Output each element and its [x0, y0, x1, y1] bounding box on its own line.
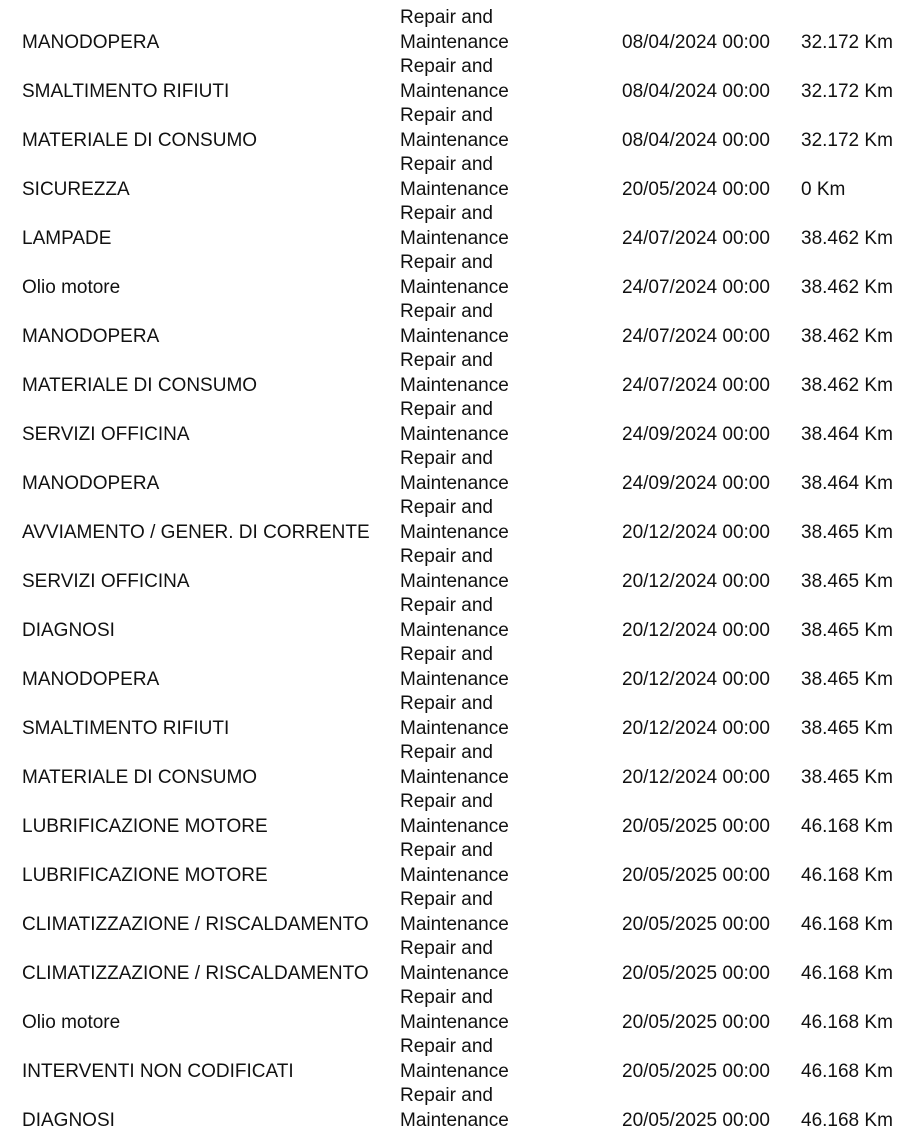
date: 20/05/2025 00:00	[622, 1109, 770, 1131]
date: 24/09/2024 00:00	[622, 472, 770, 494]
category-line2: Maintenance	[400, 276, 509, 298]
category	[400, 545, 509, 594]
date: 24/09/2024 00:00	[622, 423, 770, 445]
category-line1: Repair and	[400, 203, 493, 224]
category-line1: Repair and	[400, 154, 493, 175]
category	[400, 986, 509, 1035]
category-line1: Repair and	[400, 987, 493, 1008]
odometer: 38.462 Km	[801, 374, 893, 396]
item-name: AVVIAMENTO / GENER. DI CORRENTE	[22, 521, 370, 543]
table-row	[0, 643, 916, 692]
category-line1: Repair and	[400, 742, 493, 763]
category	[400, 594, 509, 643]
category-line2: Maintenance	[400, 1011, 509, 1033]
category	[400, 398, 509, 447]
category-line2: Maintenance	[400, 227, 509, 249]
category-line1: Repair and	[400, 840, 493, 861]
category-line2: Maintenance	[400, 129, 509, 151]
odometer: 38.465 Km	[801, 766, 893, 788]
item-name: Olio motore	[22, 276, 121, 298]
table-row	[0, 1035, 916, 1084]
category	[400, 643, 509, 692]
category-line2: Maintenance	[400, 864, 509, 886]
category-line1: Repair and	[400, 791, 493, 812]
category-line2: Maintenance	[400, 619, 509, 641]
table-row	[0, 741, 916, 790]
date: 20/05/2025 00:00	[622, 913, 770, 935]
item-name: MATERIALE DI CONSUMO	[22, 374, 258, 396]
table-row	[0, 398, 916, 447]
category-line1: Repair and	[400, 595, 493, 616]
category-line1: Repair and	[400, 301, 493, 322]
category-line2: Maintenance	[400, 374, 509, 396]
category-line1: Repair and	[400, 252, 493, 273]
category-line2: Maintenance	[400, 815, 509, 837]
category-line1: Repair and	[400, 448, 493, 469]
odometer: 38.465 Km	[801, 521, 893, 543]
category	[400, 888, 509, 937]
date: 20/12/2024 00:00	[622, 521, 770, 543]
odometer: 0 Km	[801, 178, 846, 200]
category-line2: Maintenance	[400, 668, 509, 690]
category	[400, 202, 509, 251]
category-line1: Repair and	[400, 938, 493, 959]
category-line2: Maintenance	[400, 80, 509, 102]
date: 20/12/2024 00:00	[622, 766, 770, 788]
category-line1: Repair and	[400, 350, 493, 371]
item-name: MATERIALE DI CONSUMO	[22, 766, 258, 788]
table-row	[0, 349, 916, 398]
item-name: MANODOPERA	[22, 31, 160, 53]
category-line2: Maintenance	[400, 31, 509, 53]
date: 20/05/2025 00:00	[622, 962, 770, 984]
item-name: SERVIZI OFFICINA	[22, 423, 190, 445]
odometer: 32.172 Km	[801, 31, 893, 53]
category-line2: Maintenance	[400, 325, 509, 347]
category-line1: Repair and	[400, 497, 493, 518]
odometer: 38.465 Km	[801, 619, 893, 641]
date: 20/12/2024 00:00	[622, 570, 770, 592]
category-line1: Repair and	[400, 693, 493, 714]
odometer: 46.168 Km	[801, 913, 893, 935]
category	[400, 153, 509, 202]
item-name: Olio motore	[22, 1011, 121, 1033]
date: 20/12/2024 00:00	[622, 619, 770, 641]
table-row	[0, 251, 916, 300]
category-line1: Repair and	[400, 1085, 493, 1106]
category-line1: Repair and	[400, 546, 493, 567]
date: 20/05/2025 00:00	[622, 1060, 770, 1082]
category-line2: Maintenance	[400, 913, 509, 935]
category	[400, 1035, 509, 1084]
item-name: LAMPADE	[22, 227, 112, 249]
table-row	[0, 937, 916, 986]
category	[400, 1084, 509, 1133]
item-name: MANODOPERA	[22, 668, 160, 690]
category-line1: Repair and	[400, 644, 493, 665]
category-line2: Maintenance	[400, 472, 509, 494]
category	[400, 741, 509, 790]
odometer: 32.172 Km	[801, 129, 893, 151]
item-name: SERVIZI OFFICINA	[22, 570, 190, 592]
category-line2: Maintenance	[400, 1109, 509, 1131]
table-row	[0, 692, 916, 741]
category-line1: Repair and	[400, 889, 493, 910]
odometer: 38.465 Km	[801, 668, 893, 690]
table-row	[0, 202, 916, 251]
category	[400, 349, 509, 398]
table-row	[0, 6, 916, 55]
table-row	[0, 986, 916, 1035]
table-row	[0, 153, 916, 202]
date: 24/07/2024 00:00	[622, 374, 770, 396]
odometer: 38.462 Km	[801, 325, 893, 347]
category	[400, 839, 509, 888]
item-name: LUBRIFICAZIONE MOTORE	[22, 815, 268, 837]
category-line1: Repair and	[400, 1036, 493, 1057]
odometer: 38.464 Km	[801, 423, 893, 445]
odometer: 32.172 Km	[801, 80, 893, 102]
date: 20/12/2024 00:00	[622, 668, 770, 690]
item-name: CLIMATIZZAZIONE / RISCALDAMENTO	[22, 913, 369, 935]
table-row	[0, 55, 916, 104]
table-row	[0, 1084, 916, 1133]
table-row	[0, 839, 916, 888]
date: 20/05/2024 00:00	[622, 178, 770, 200]
category-line2: Maintenance	[400, 521, 509, 543]
category-line1: Repair and	[400, 399, 493, 420]
item-name: CLIMATIZZAZIONE / RISCALDAMENTO	[22, 962, 369, 984]
odometer: 38.462 Km	[801, 276, 893, 298]
date: 24/07/2024 00:00	[622, 227, 770, 249]
item-name: LUBRIFICAZIONE MOTORE	[22, 864, 268, 886]
category	[400, 6, 509, 55]
odometer: 46.168 Km	[801, 1060, 893, 1082]
date: 24/07/2024 00:00	[622, 325, 770, 347]
item-name: DIAGNOSI	[22, 1109, 115, 1131]
table-row	[0, 545, 916, 594]
item-name: MANODOPERA	[22, 472, 160, 494]
odometer: 46.168 Km	[801, 1011, 893, 1033]
category-line2: Maintenance	[400, 1060, 509, 1082]
category	[400, 104, 509, 153]
table-row	[0, 447, 916, 496]
category-line2: Maintenance	[400, 423, 509, 445]
odometer: 46.168 Km	[801, 864, 893, 886]
item-name: INTERVENTI NON CODIFICATI	[22, 1060, 294, 1082]
date: 20/05/2025 00:00	[622, 864, 770, 886]
category-line2: Maintenance	[400, 766, 509, 788]
table-row	[0, 300, 916, 349]
category-line2: Maintenance	[400, 570, 509, 592]
category-line2: Maintenance	[400, 717, 509, 739]
table-row	[0, 790, 916, 839]
odometer: 38.465 Km	[801, 717, 893, 739]
table-row	[0, 594, 916, 643]
odometer: 46.168 Km	[801, 815, 893, 837]
odometer: 46.168 Km	[801, 962, 893, 984]
category	[400, 251, 509, 300]
date: 20/05/2025 00:00	[622, 1011, 770, 1033]
category	[400, 790, 509, 839]
date: 08/04/2024 00:00	[622, 129, 770, 151]
odometer: 46.168 Km	[801, 1109, 893, 1131]
table-row	[0, 888, 916, 937]
category	[400, 496, 509, 545]
odometer: 38.464 Km	[801, 472, 893, 494]
item-name: DIAGNOSI	[22, 619, 115, 641]
category-line1: Repair and	[400, 56, 493, 77]
category	[400, 692, 509, 741]
date: 08/04/2024 00:00	[622, 80, 770, 102]
item-name: SMALTIMENTO RIFIUTI	[22, 717, 230, 739]
table-row	[0, 104, 916, 153]
category	[400, 937, 509, 986]
item-name: MATERIALE DI CONSUMO	[22, 129, 258, 151]
item-name: SICUREZZA	[22, 178, 130, 200]
category	[400, 300, 509, 349]
category-line2: Maintenance	[400, 962, 509, 984]
table-row	[0, 496, 916, 545]
category	[400, 447, 509, 496]
category-line1: Repair and	[400, 105, 493, 126]
odometer: 38.462 Km	[801, 227, 893, 249]
date: 20/05/2025 00:00	[622, 815, 770, 837]
category	[400, 55, 509, 104]
odometer: 38.465 Km	[801, 570, 893, 592]
date: 20/12/2024 00:00	[622, 717, 770, 739]
category-line2: Maintenance	[400, 178, 509, 200]
item-name: SMALTIMENTO RIFIUTI	[22, 80, 230, 102]
date: 08/04/2024 00:00	[622, 31, 770, 53]
date: 24/07/2024 00:00	[622, 276, 770, 298]
category-line1: Repair and	[400, 7, 493, 28]
item-name: MANODOPERA	[22, 325, 160, 347]
